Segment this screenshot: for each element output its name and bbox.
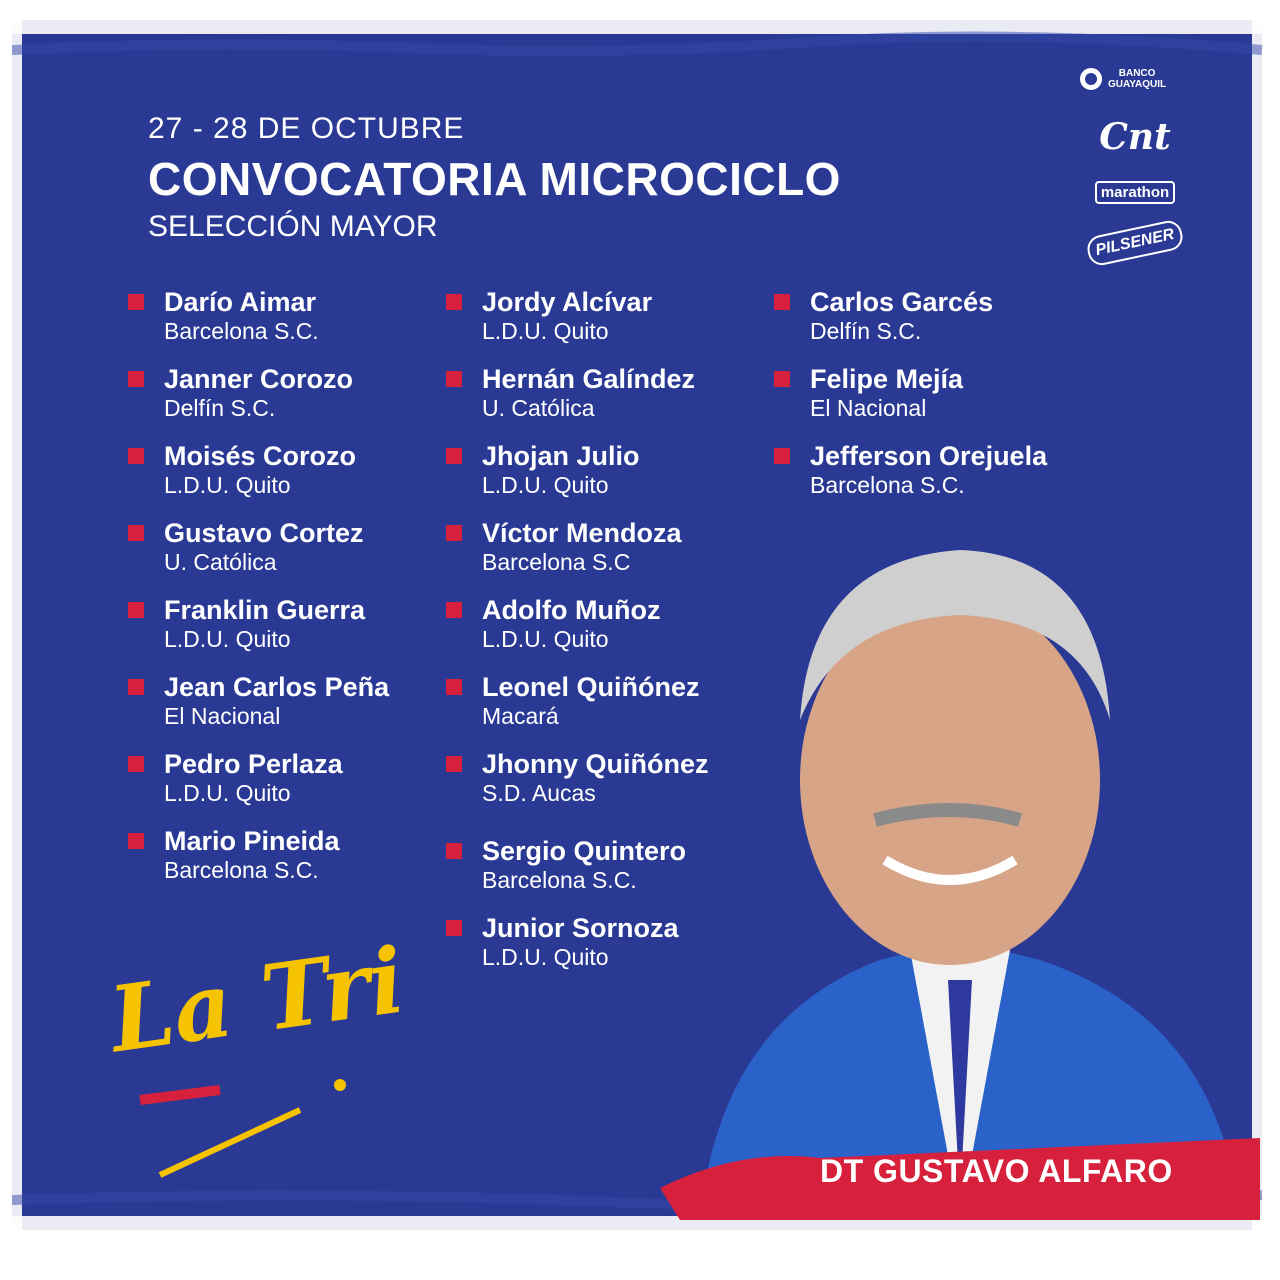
player-club: Macará bbox=[482, 703, 559, 729]
player-name: Darío Aimar bbox=[164, 287, 317, 317]
bullet-icon bbox=[446, 602, 462, 618]
la-tri-logo bbox=[100, 927, 411, 1190]
player-club: El Nacional bbox=[810, 395, 927, 421]
bullet-icon bbox=[446, 843, 462, 859]
bullet-icon bbox=[446, 756, 462, 772]
list-item bbox=[128, 363, 389, 440]
bullet-icon bbox=[128, 294, 144, 310]
bullet-icon bbox=[774, 448, 790, 464]
player-club: Barcelona S.C bbox=[482, 549, 631, 575]
bullet-icon bbox=[128, 756, 144, 772]
player-column-1 bbox=[128, 286, 389, 902]
list-item bbox=[128, 748, 389, 825]
bullet-icon bbox=[128, 525, 144, 541]
player-club: El Nacional bbox=[164, 703, 281, 729]
list-item bbox=[446, 363, 709, 440]
page-title: CONVOCATORIA MICROCICLO bbox=[148, 153, 841, 205]
player-club: L.D.U. Quito bbox=[482, 626, 609, 652]
player-name: Moisés Corozo bbox=[164, 441, 357, 471]
bank-line2: GUAYAQUIL bbox=[1108, 79, 1167, 90]
bullet-icon bbox=[446, 920, 462, 936]
coach-photo bbox=[660, 500, 1260, 1220]
player-name: Pedro Perlaza bbox=[164, 749, 343, 779]
cnt-logo: Cnt bbox=[1099, 116, 1171, 158]
event-date: 27 - 28 DE OCTUBRE bbox=[148, 112, 465, 145]
player-club: Delfín S.C. bbox=[164, 395, 276, 421]
bullet-icon bbox=[446, 371, 462, 387]
player-name: Carlos Garcés bbox=[810, 287, 994, 317]
la-tri-lettering: La Tri bbox=[103, 927, 411, 1074]
bullet-icon bbox=[128, 371, 144, 387]
bullet-icon bbox=[128, 448, 144, 464]
list-item bbox=[128, 517, 389, 594]
list-item bbox=[128, 825, 389, 902]
player-club: Barcelona S.C. bbox=[164, 857, 319, 883]
header bbox=[148, 112, 841, 244]
player-name: Jean Carlos Peña bbox=[164, 672, 390, 702]
player-club: U. Católica bbox=[164, 549, 277, 575]
bullet-icon bbox=[446, 525, 462, 541]
bullet-icon bbox=[774, 371, 790, 387]
player-club: L.D.U. Quito bbox=[164, 626, 291, 652]
page-subtitle: SELECCIÓN MAYOR bbox=[148, 210, 438, 243]
list-item bbox=[128, 440, 389, 517]
player-name: Gustavo Cortez bbox=[164, 518, 364, 548]
bullet-icon bbox=[128, 679, 144, 695]
pilsener-logo: PILSENER bbox=[1085, 218, 1185, 267]
player-club: L.D.U. Quito bbox=[482, 318, 609, 344]
player-column-3 bbox=[774, 286, 1047, 517]
player-name: Hernán Galíndez bbox=[482, 364, 696, 394]
marathon-logo: marathon bbox=[1095, 181, 1175, 204]
player-club: Barcelona S.C. bbox=[164, 318, 319, 344]
bullet-icon bbox=[446, 294, 462, 310]
player-name: Sergio Quintero bbox=[482, 836, 687, 866]
player-name: Leonel Quiñónez bbox=[482, 672, 700, 702]
list-item bbox=[774, 286, 1047, 363]
bank-line1: BANCO bbox=[1118, 68, 1156, 79]
player-name: Jhonny Quiñónez bbox=[482, 749, 709, 779]
player-name: Franklin Guerra bbox=[164, 595, 366, 625]
player-name: Jordy Alcívar bbox=[482, 287, 653, 317]
player-club: S.D. Aucas bbox=[482, 780, 596, 806]
player-name: Mario Pineida bbox=[164, 826, 340, 856]
bullet-icon bbox=[128, 602, 144, 618]
player-name: Jefferson Orejuela bbox=[810, 441, 1048, 471]
bullet-icon bbox=[446, 448, 462, 464]
player-club: Barcelona S.C. bbox=[810, 472, 965, 498]
player-name: Víctor Mendoza bbox=[482, 518, 682, 548]
bullet-icon bbox=[446, 679, 462, 695]
list-item bbox=[446, 286, 709, 363]
sponsor-logos bbox=[1080, 68, 1190, 284]
player-club: L.D.U. Quito bbox=[164, 780, 291, 806]
player-club: L.D.U. Quito bbox=[482, 472, 609, 498]
player-name: Adolfo Muñoz bbox=[482, 595, 661, 625]
player-name: Felipe Mejía bbox=[810, 364, 964, 394]
player-club: L.D.U. Quito bbox=[164, 472, 291, 498]
banco-guayaquil-logo bbox=[1080, 68, 1190, 90]
player-club: Barcelona S.C. bbox=[482, 867, 637, 893]
player-club: U. Católica bbox=[482, 395, 595, 421]
bullet-icon bbox=[774, 294, 790, 310]
list-item bbox=[774, 363, 1047, 440]
coach-label: DT GUSTAVO ALFARO bbox=[820, 1153, 1173, 1189]
player-name: Jhojan Julio bbox=[482, 441, 640, 471]
player-name: Janner Corozo bbox=[164, 364, 354, 394]
bullet-icon bbox=[128, 833, 144, 849]
player-club: L.D.U. Quito bbox=[482, 944, 609, 970]
ring-icon bbox=[1080, 68, 1102, 90]
player-club: Delfín S.C. bbox=[810, 318, 922, 344]
list-item bbox=[128, 594, 389, 671]
list-item bbox=[128, 671, 389, 748]
player-name: Junior Sornoza bbox=[482, 913, 679, 943]
list-item bbox=[128, 286, 389, 363]
